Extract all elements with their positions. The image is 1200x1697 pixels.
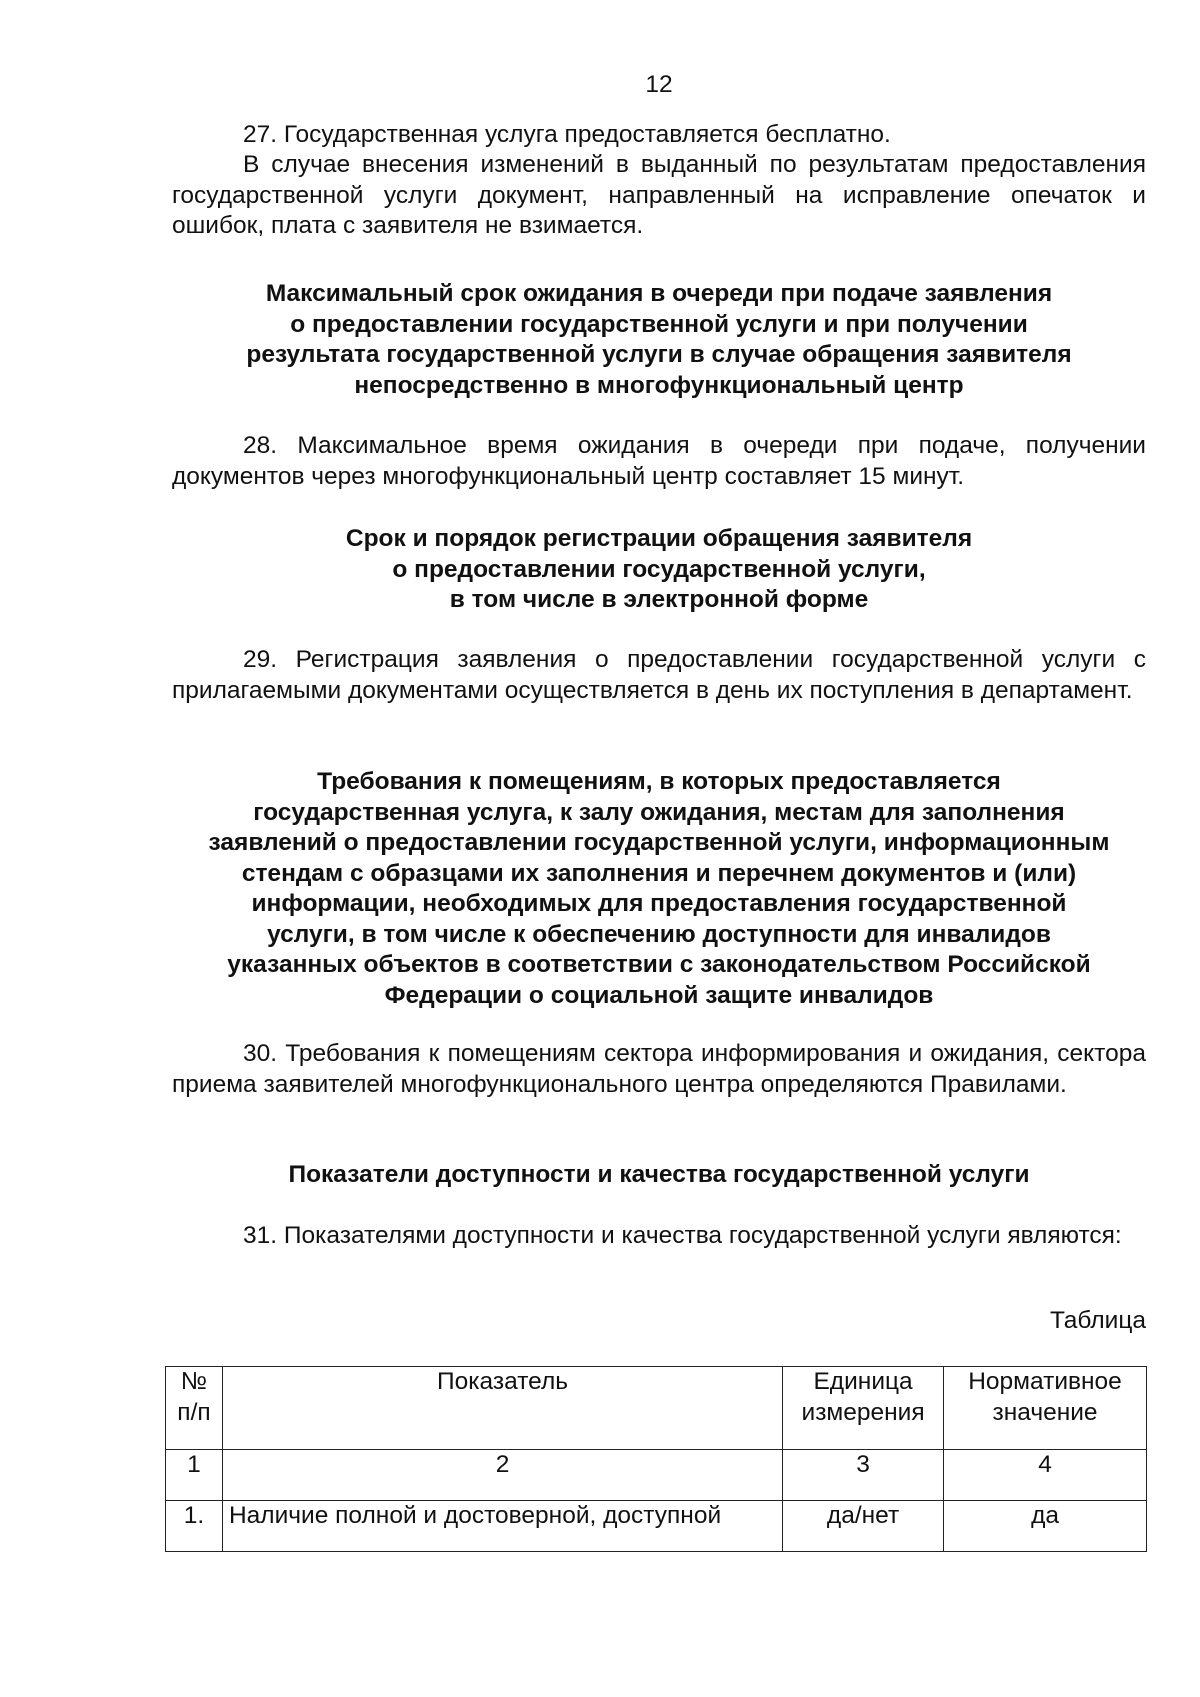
paragraph-30: 30. Требования к помещениям сектора информирования и ожидания, сектора приема заявителей многофункционального центра определяются Правилами. bbox=[172, 1040, 1146, 1098]
header-cell-indicator bbox=[222, 1367, 782, 1450]
table-cell: 2 bbox=[222, 1450, 782, 1501]
heading-line: Показатели доступности и качества государственной услуги bbox=[288, 1161, 1030, 1188]
table-cell-number: 1. bbox=[166, 1501, 223, 1552]
table-cell-norm: да bbox=[944, 1501, 1147, 1552]
header-cell-number bbox=[166, 1367, 223, 1450]
paragraph-27: 27. Государственная услуга предоставляется бесплатно. bbox=[243, 121, 891, 148]
heading-line: государственная услуга, к залу ожидания, местам для заполнения bbox=[253, 798, 1065, 826]
table-cell: 1 bbox=[166, 1450, 223, 1501]
heading-line: в том числе в электронной форме bbox=[449, 586, 869, 613]
paragraph-27-continuation: В случае внесения изменений в выданный по результатам предоставления государственной услуги документ, направленный на исправление опечаток и ошибок, плата с заявителя не взимается. bbox=[172, 151, 1146, 239]
heading-line: результата государственной услуги в случае обращения заявителя bbox=[246, 341, 1072, 368]
heading-registration bbox=[172, 524, 1146, 616]
table-cell: 4 bbox=[944, 1450, 1147, 1501]
table-index-row bbox=[166, 1450, 1147, 1501]
heading-line: услуги, в том числе к обеспечению доступности для инвалидов bbox=[267, 920, 1051, 948]
header-cell-line: измерения bbox=[801, 1398, 925, 1426]
table-cell-indicator: Наличие полной и достоверной, доступной bbox=[222, 1501, 782, 1552]
header-cell-line: № bbox=[180, 1368, 208, 1395]
header-cell-line: Нормативное bbox=[968, 1368, 1122, 1395]
table-header-row bbox=[166, 1367, 1147, 1450]
header-cell-unit bbox=[783, 1367, 944, 1450]
heading-line: о предоставлении государственной услуги и при получении bbox=[290, 310, 1028, 338]
header-cell-norm bbox=[944, 1367, 1147, 1450]
paragraph-28: 28. Максимальное время ожидания в очереди при подаче, получении документов через многофункциональный центр составляет 15 минут. bbox=[172, 432, 1146, 490]
heading-line: информации, необходимых для предоставления государственной bbox=[251, 890, 1067, 917]
indicators-table bbox=[165, 1366, 1147, 1552]
header-cell-line: п/п bbox=[177, 1398, 211, 1426]
heading-line: Максимальный срок ожидания в очереди при подаче заявления bbox=[265, 280, 1053, 307]
paragraph-31: 31. Показателями доступности и качества государственной услуги являются: bbox=[243, 1222, 1122, 1249]
heading-line: заявлений о предоставлении государственной услуги, информационным bbox=[208, 829, 1110, 856]
header-cell-line: Показатель bbox=[437, 1368, 569, 1395]
heading-line: непосредственно в многофункциональный центр bbox=[354, 371, 964, 399]
heading-line: о предоставлении государственной услуги, bbox=[392, 555, 926, 583]
header-cell-line: Единица bbox=[813, 1368, 913, 1395]
table-cell: 3 bbox=[783, 1450, 944, 1501]
heading-premises-requirements bbox=[172, 767, 1146, 1011]
table-row bbox=[166, 1501, 1147, 1552]
page-number: 12 bbox=[645, 71, 673, 98]
heading-line: Федерации о социальной защите инвалидов bbox=[384, 981, 934, 1009]
heading-line: указанных объектов в соответствии с законодательством Российской bbox=[227, 951, 1091, 978]
heading-max-wait-time bbox=[172, 279, 1146, 401]
heading-line: Срок и порядок регистрации обращения заявителя bbox=[345, 525, 973, 552]
table-caption: Таблица bbox=[1049, 1307, 1146, 1334]
header-cell-line: значение bbox=[992, 1398, 1098, 1426]
heading-line: Требования к помещениям, в которых предоставляется bbox=[317, 768, 1001, 795]
heading-line: стендам с образцами их заполнения и перечнем документов и (или) bbox=[241, 859, 1077, 887]
heading-accessibility-indicators bbox=[172, 1160, 1146, 1191]
paragraph-29: 29. Регистрация заявления о предоставлении государственной услуги с прилагаемыми документами осуществляется в день их поступления в департамент. bbox=[172, 646, 1146, 704]
table-cell-unit: да/нет bbox=[783, 1501, 944, 1552]
